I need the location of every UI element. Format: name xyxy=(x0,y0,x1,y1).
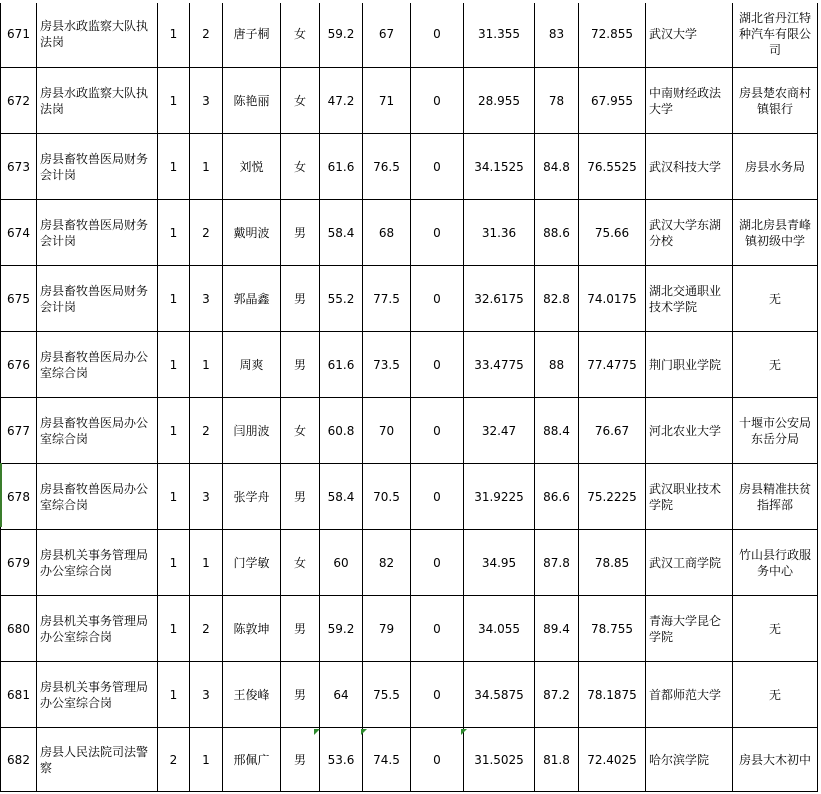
candidate-name-cell[interactable]: 唐子桐 xyxy=(223,1,281,68)
table-row xyxy=(1,596,818,662)
hire-count-cell[interactable]: 1 xyxy=(158,134,190,200)
employer-cell[interactable]: 房县楚农商村镇银行 xyxy=(733,68,818,134)
position-cell[interactable]: 房县机关事务管理局办公室综合岗 xyxy=(37,662,158,728)
cell-note-marker xyxy=(314,729,320,735)
table-row xyxy=(1,332,818,398)
position-cell[interactable]: 房县水政监察大队执法岗 xyxy=(37,68,158,134)
written-score-cell[interactable]: 55.2 xyxy=(320,266,363,332)
skill-score-cell[interactable]: 81.8 xyxy=(535,728,579,792)
candidate-name-cell[interactable]: 郭晶鑫 xyxy=(223,266,281,332)
gender-cell[interactable]: 男 xyxy=(281,200,320,266)
gender-cell[interactable]: 男 xyxy=(281,662,320,728)
total-score-cell[interactable]: 76.67 xyxy=(579,398,646,464)
hire-count-cell[interactable]: 1 xyxy=(158,596,190,662)
school-cell[interactable]: 河北农业大学 xyxy=(646,398,733,464)
written-score-cell[interactable]: 64 xyxy=(320,662,363,728)
total-score-cell[interactable]: 77.4775 xyxy=(579,332,646,398)
hire-count-cell[interactable]: 1 xyxy=(158,464,190,530)
position-cell[interactable]: 房县畜牧兽医局办公室综合岗 xyxy=(37,332,158,398)
school-cell[interactable]: 湖北交通职业技术学院 xyxy=(646,266,733,332)
school-cell[interactable]: 武汉工商学院 xyxy=(646,530,733,596)
candidate-name-cell[interactable]: 周爽 xyxy=(223,332,281,398)
position-cell[interactable]: 房县人民法院司法警察 xyxy=(37,728,158,792)
written-score-cell[interactable]: 58.4 xyxy=(320,464,363,530)
total-score-cell[interactable]: 76.5525 xyxy=(579,134,646,200)
total-score-cell[interactable]: 74.0175 xyxy=(579,266,646,332)
weighted-score-cell[interactable]: 34.5875 xyxy=(464,662,535,728)
cell-note-marker xyxy=(361,729,367,735)
employer-cell[interactable]: 无 xyxy=(733,266,818,332)
candidate-name-cell[interactable]: 门学敏 xyxy=(223,530,281,596)
written-score-cell[interactable]: 58.4 xyxy=(320,200,363,266)
position-cell[interactable]: 房县水政监察大队执法岗 xyxy=(37,1,158,68)
cell-selection-edge xyxy=(0,463,2,527)
bonus-score-cell[interactable]: 0 xyxy=(411,728,464,792)
written-score-cell[interactable]: 59.2 xyxy=(320,1,363,68)
gender-cell[interactable]: 女 xyxy=(281,134,320,200)
rank-cell[interactable]: 1 xyxy=(190,728,223,792)
row-number-cell[interactable]: 673 xyxy=(1,134,37,200)
skill-score-cell[interactable]: 86.6 xyxy=(535,464,579,530)
candidate-name-cell[interactable]: 闫朋波 xyxy=(223,398,281,464)
rank-cell[interactable]: 3 xyxy=(190,266,223,332)
table-row xyxy=(1,662,818,728)
total-score-cell[interactable]: 72.855 xyxy=(579,1,646,68)
bonus-score-cell[interactable]: 0 xyxy=(411,530,464,596)
school-cell[interactable]: 中南财经政法大学 xyxy=(646,68,733,134)
hire-count-cell[interactable]: 1 xyxy=(158,266,190,332)
employer-cell[interactable]: 房县大木初中 xyxy=(733,728,818,792)
hire-count-cell[interactable]: 1 xyxy=(158,68,190,134)
gender-cell[interactable]: 男 xyxy=(281,266,320,332)
total-score-cell[interactable]: 72.4025 xyxy=(579,728,646,792)
bonus-score-cell[interactable]: 0 xyxy=(411,68,464,134)
school-cell[interactable]: 武汉大学 xyxy=(646,1,733,68)
written-score-cell[interactable]: 61.6 xyxy=(320,134,363,200)
interview-score-cell[interactable]: 76.5 xyxy=(363,134,411,200)
hire-count-cell[interactable]: 1 xyxy=(158,332,190,398)
interview-score-cell[interactable]: 67 xyxy=(363,1,411,68)
school-cell[interactable]: 青海大学昆仑学院 xyxy=(646,596,733,662)
row-number-cell[interactable]: 671 xyxy=(1,1,37,68)
position-cell[interactable]: 房县畜牧兽医局财务会计岗 xyxy=(37,200,158,266)
gender-cell[interactable]: 男 xyxy=(281,728,320,792)
interview-score-cell[interactable]: 79 xyxy=(363,596,411,662)
candidate-name-cell[interactable]: 陈敦坤 xyxy=(223,596,281,662)
gender-cell[interactable]: 男 xyxy=(281,464,320,530)
gender-cell[interactable]: 女 xyxy=(281,68,320,134)
weighted-score-cell[interactable]: 31.355 xyxy=(464,1,535,68)
rank-cell[interactable]: 2 xyxy=(190,1,223,68)
employer-cell[interactable]: 竹山县行政服务中心 xyxy=(733,530,818,596)
hire-count-cell[interactable]: 1 xyxy=(158,1,190,68)
hire-count-cell[interactable]: 1 xyxy=(158,530,190,596)
written-score-cell[interactable]: 47.2 xyxy=(320,68,363,134)
skill-score-cell[interactable]: 88.4 xyxy=(535,398,579,464)
bonus-score-cell[interactable]: 0 xyxy=(411,134,464,200)
employer-cell[interactable]: 房县水务局 xyxy=(733,134,818,200)
rank-cell[interactable]: 3 xyxy=(190,464,223,530)
cell-note-marker xyxy=(461,729,467,735)
total-score-cell[interactable]: 78.755 xyxy=(579,596,646,662)
employer-cell[interactable]: 湖北房县青峰镇初级中学 xyxy=(733,200,818,266)
gender-cell[interactable]: 男 xyxy=(281,332,320,398)
school-cell[interactable]: 哈尔滨学院 xyxy=(646,728,733,792)
position-cell[interactable]: 房县机关事务管理局办公室综合岗 xyxy=(37,530,158,596)
table-body xyxy=(1,1,818,792)
school-cell[interactable]: 武汉大学东湖分校 xyxy=(646,200,733,266)
skill-score-cell[interactable]: 78 xyxy=(535,68,579,134)
employer-cell[interactable]: 无 xyxy=(733,662,818,728)
gender-cell[interactable]: 男 xyxy=(281,596,320,662)
table-row xyxy=(1,1,818,68)
skill-score-cell[interactable]: 88.6 xyxy=(535,200,579,266)
school-cell[interactable]: 首都师范大学 xyxy=(646,662,733,728)
row-number-cell[interactable]: 674 xyxy=(1,200,37,266)
candidate-name-cell[interactable]: 戴明波 xyxy=(223,200,281,266)
rank-cell[interactable]: 2 xyxy=(190,200,223,266)
total-score-cell[interactable]: 67.955 xyxy=(579,68,646,134)
total-score-cell[interactable]: 78.1875 xyxy=(579,662,646,728)
employer-cell[interactable]: 无 xyxy=(733,596,818,662)
weighted-score-cell[interactable]: 28.955 xyxy=(464,68,535,134)
skill-score-cell[interactable]: 83 xyxy=(535,1,579,68)
candidate-name-cell[interactable]: 张学舟 xyxy=(223,464,281,530)
bonus-score-cell[interactable]: 0 xyxy=(411,332,464,398)
rank-cell[interactable]: 1 xyxy=(190,332,223,398)
rank-cell[interactable]: 3 xyxy=(190,662,223,728)
employer-cell[interactable]: 房县精准扶贫指挥部 xyxy=(733,464,818,530)
candidate-name-cell[interactable]: 陈艳丽 xyxy=(223,68,281,134)
total-score-cell[interactable]: 75.66 xyxy=(579,200,646,266)
employer-cell[interactable]: 湖北省丹江特种汽车有限公司 xyxy=(733,1,818,68)
table-row xyxy=(1,530,818,596)
hire-count-cell[interactable]: 1 xyxy=(158,398,190,464)
table-row xyxy=(1,464,818,530)
hire-count-cell[interactable]: 1 xyxy=(158,662,190,728)
weighted-score-cell[interactable]: 31.36 xyxy=(464,200,535,266)
written-score-cell[interactable]: 59.2 xyxy=(320,596,363,662)
employer-cell[interactable]: 十堰市公安局东岳分局 xyxy=(733,398,818,464)
weighted-score-cell[interactable]: 31.9225 xyxy=(464,464,535,530)
rank-cell[interactable]: 1 xyxy=(190,530,223,596)
table-row xyxy=(1,398,818,464)
interview-score-cell[interactable]: 73.5 xyxy=(363,332,411,398)
interview-score-cell[interactable]: 70.5 xyxy=(363,464,411,530)
position-cell[interactable]: 房县畜牧兽医局财务会计岗 xyxy=(37,134,158,200)
candidate-name-cell[interactable]: 邢佩广 xyxy=(223,728,281,792)
candidate-name-cell[interactable]: 王俊峰 xyxy=(223,662,281,728)
rank-cell[interactable]: 2 xyxy=(190,398,223,464)
weighted-score-cell[interactable]: 34.055 xyxy=(464,596,535,662)
interview-score-cell[interactable]: 71 xyxy=(363,68,411,134)
interview-score-cell[interactable]: 82 xyxy=(363,530,411,596)
row-number-cell[interactable]: 677 xyxy=(1,398,37,464)
skill-score-cell[interactable]: 82.8 xyxy=(535,266,579,332)
table-row xyxy=(1,134,818,200)
row-number-cell[interactable]: 681 xyxy=(1,662,37,728)
school-cell[interactable]: 武汉职业技术学院 xyxy=(646,464,733,530)
interview-score-cell[interactable]: 77.5 xyxy=(363,266,411,332)
rank-cell[interactable]: 2 xyxy=(190,596,223,662)
weighted-score-cell[interactable]: 32.6175 xyxy=(464,266,535,332)
weighted-score-cell[interactable]: 34.95 xyxy=(464,530,535,596)
bonus-score-cell[interactable]: 0 xyxy=(411,200,464,266)
total-score-cell[interactable]: 78.85 xyxy=(579,530,646,596)
hire-count-cell[interactable]: 1 xyxy=(158,200,190,266)
interview-score-cell[interactable]: 68 xyxy=(363,200,411,266)
weighted-score-cell[interactable]: 31.5025 xyxy=(464,728,535,792)
skill-score-cell[interactable]: 89.4 xyxy=(535,596,579,662)
gender-cell[interactable]: 女 xyxy=(281,398,320,464)
weighted-score-cell[interactable]: 33.4775 xyxy=(464,332,535,398)
rank-cell[interactable]: 3 xyxy=(190,68,223,134)
candidate-name-cell[interactable]: 刘悦 xyxy=(223,134,281,200)
row-number-cell[interactable]: 672 xyxy=(1,68,37,134)
bonus-score-cell[interactable]: 0 xyxy=(411,1,464,68)
gender-cell[interactable]: 女 xyxy=(281,1,320,68)
table-row xyxy=(1,200,818,266)
row-number-cell[interactable]: 678 xyxy=(1,464,37,530)
skill-score-cell[interactable]: 84.8 xyxy=(535,134,579,200)
row-number-cell[interactable]: 682 xyxy=(1,728,37,792)
interview-score-cell[interactable]: 75.5 xyxy=(363,662,411,728)
total-score-cell[interactable]: 75.2225 xyxy=(579,464,646,530)
row-number-cell[interactable]: 680 xyxy=(1,596,37,662)
bonus-score-cell[interactable]: 0 xyxy=(411,266,464,332)
position-cell[interactable]: 房县机关事务管理局办公室综合岗 xyxy=(37,596,158,662)
interview-score-cell[interactable]: 74.5 xyxy=(363,728,411,792)
written-score-cell[interactable]: 60 xyxy=(320,530,363,596)
row-number-cell[interactable]: 675 xyxy=(1,266,37,332)
interview-score-cell[interactable]: 70 xyxy=(363,398,411,464)
row-number-cell[interactable]: 676 xyxy=(1,332,37,398)
table-row xyxy=(1,266,818,332)
header-strip xyxy=(0,0,821,3)
weighted-score-cell[interactable]: 34.1525 xyxy=(464,134,535,200)
position-cell[interactable]: 房县畜牧兽医局办公室综合岗 xyxy=(37,398,158,464)
rank-cell[interactable]: 1 xyxy=(190,134,223,200)
row-number-cell[interactable]: 679 xyxy=(1,530,37,596)
skill-score-cell[interactable]: 87.2 xyxy=(535,662,579,728)
written-score-cell[interactable]: 61.6 xyxy=(320,332,363,398)
weighted-score-cell[interactable]: 32.47 xyxy=(464,398,535,464)
bonus-score-cell[interactable]: 0 xyxy=(411,596,464,662)
position-cell[interactable]: 房县畜牧兽医局办公室综合岗 xyxy=(37,464,158,530)
written-score-cell[interactable]: 53.6 xyxy=(320,728,363,792)
table-row xyxy=(1,728,818,792)
hire-count-cell[interactable]: 2 xyxy=(158,728,190,792)
school-cell[interactable]: 荆门职业学院 xyxy=(646,332,733,398)
bonus-score-cell[interactable]: 0 xyxy=(411,464,464,530)
skill-score-cell[interactable]: 88 xyxy=(535,332,579,398)
skill-score-cell[interactable]: 87.8 xyxy=(535,530,579,596)
bonus-score-cell[interactable]: 0 xyxy=(411,398,464,464)
gender-cell[interactable]: 女 xyxy=(281,530,320,596)
position-cell[interactable]: 房县畜牧兽医局财务会计岗 xyxy=(37,266,158,332)
written-score-cell[interactable]: 60.8 xyxy=(320,398,363,464)
school-cell[interactable]: 武汉科技大学 xyxy=(646,134,733,200)
table-row xyxy=(1,68,818,134)
bonus-score-cell[interactable]: 0 xyxy=(411,662,464,728)
employer-cell[interactable]: 无 xyxy=(733,332,818,398)
